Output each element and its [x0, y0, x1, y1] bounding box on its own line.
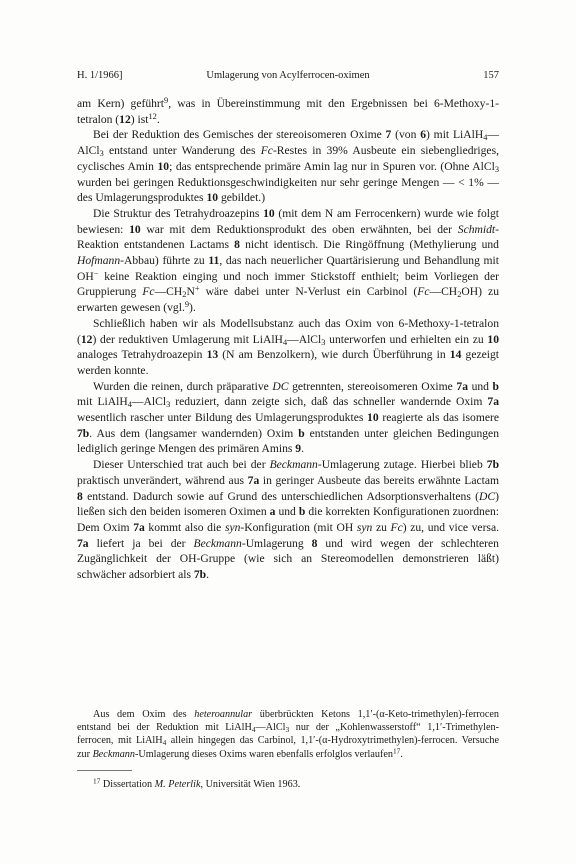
footnote-divider: [77, 770, 132, 771]
page-number: 157: [483, 70, 499, 81]
footnote-17: [77, 778, 499, 791]
small-print-paragraph: [77, 708, 499, 761]
paragraph-continuation: am Kern) geführt$^9$, was in Übereinstimmung mit den Ergebnissen bei 6-Methoxy-1-tetralon (12) ist$^{12}$.: [77, 95, 500, 126]
header-journal-ref: H. 1/1966]: [77, 70, 123, 81]
paragraph-structure: Die Struktur des Tetrahydroazepins 10 (mit dem N am Ferrocenkern) wurde wie folgt bewiesen: 10 war mit dem Reduktionsprodukt des oben erwähnten, bei der Schmidt-Reaktion entstandenen Lactams 8 nicht identisch. Die Ringöffnung (Methylierung und Hofmann-Abbau) führte zu 11, das nach neuerlicher Quartärisierung und Behandlung mit OH− keine Reaktion einging und noch immer Stickstoff enthielt; beim Vorliegen der Gruppierung $Fc—CH_2N^+$ wäre dabei unter N-Verlust ein Carbinol $(Fc—CH_2OH)$ zu erwarten gewesen (vgl.$^9$).: [77, 206, 500, 315]
main-body-text: [77, 96, 499, 583]
footnote-text: $^{17}$ Dissertation M. Peterlik, Universität Wien 1963.: [93, 776, 301, 790]
paragraph-heteroannular: Aus dem Oxim des heteroannular überbrückten Ketons 1,1′-(α-Keto-trimethylen)-ferrocen entstand bei der Reduktion mit LiAlH$_4$—AlCl$_3$ nur der „Kohlenwasserstoff“ 1,1′-Trimethylen-ferrocen, mit LiAlH$_4$ allein hingegen das Carbinol, 1,1′-(α-Hydroxytrimethylen)-ferrocen. Versuche zur Beckmann-Umlagerung dieses Oxims waren ebenfalls erfolglos verlaufen$^{17}$.: [77, 709, 499, 760]
paragraph-reduction: Bei der Reduktion des Gemisches der stereoisomeren Oxime 7 (von 6) mit LiAlH$_4$—AlCl$_3$ entstand unter Wanderung des Fc-Restes in 39% Ausbeute ein siebengliedriges, cyclisches Amin 10; das entsprechende primäre Amin lag nur in Spuren vor. (Ohne AlCl$_3$ wurden bei geringen Reduktionsgeschwindigkeiten nur sehr geringe Mengen — < 1% — des Umlagerungsproduktes 10 gebildet.): [77, 128, 499, 205]
paragraph-oximes: Wurden die reinen, durch präparative DC getrennten, stereoisomeren Oxime 7a und b mit LiAlH$_4$—AlCl$_3$ reduziert, dann zeigte sich, daß das schneller wandernde Oxim 7a wesentlich rascher unter Bildung des Umlagerungsproduktes 10 reagierte als das isomere 7b. Aus dem (langsamer wandernden) Oxim b entstanden unter gleichen Bedingungen lediglich geringe Mengen des primären Amins 9.: [77, 379, 499, 456]
paragraph-beckmann: Dieser Unterschied trat auch bei der Beckmann-Umlagerung zutage. Hierbei blieb 7b praktisch unverändert, während aus 7a in geringer Ausbeute das bereits erwähnte Lactam 8 entstand. Dadurch sowie auf Grund des unterschiedlichen Adsorptionsverhaltens (DC) ließen sich den beiden isomeren Oximen a und b die korrekten Konfigurationen zuordnen: Dem Oxim 7a kommt also die syn-Konfiguration (mit OH syn zu Fc) zu, und vice versa. 7a liefert ja bei der Beckmann-Umlagerung 8 und wird wegen der schlechteren Zugänglichkeit der OH-Gruppe (wie sich an Stereomodellen demonstrieren läßt) schwächer adsorbiert als 7b.: [77, 458, 500, 582]
header-title: Umlagerung von Acylferrocen-oximen: [206, 70, 370, 81]
paragraph-model: Schließlich haben wir als Modellsubstanz auch das Oxim von 6-Methoxy-1-tetralon (12) der reduktiven Umlagerung mit LiAlH$_4$—AlCl$_3$ unterworfen und erhielten ein zu 10 analoges Tetrahydroazepin 13 (N am Benzolkern), wie durch Überführung in 14 gezeigt werden konnte.: [77, 316, 499, 377]
running-header: [77, 69, 499, 83]
